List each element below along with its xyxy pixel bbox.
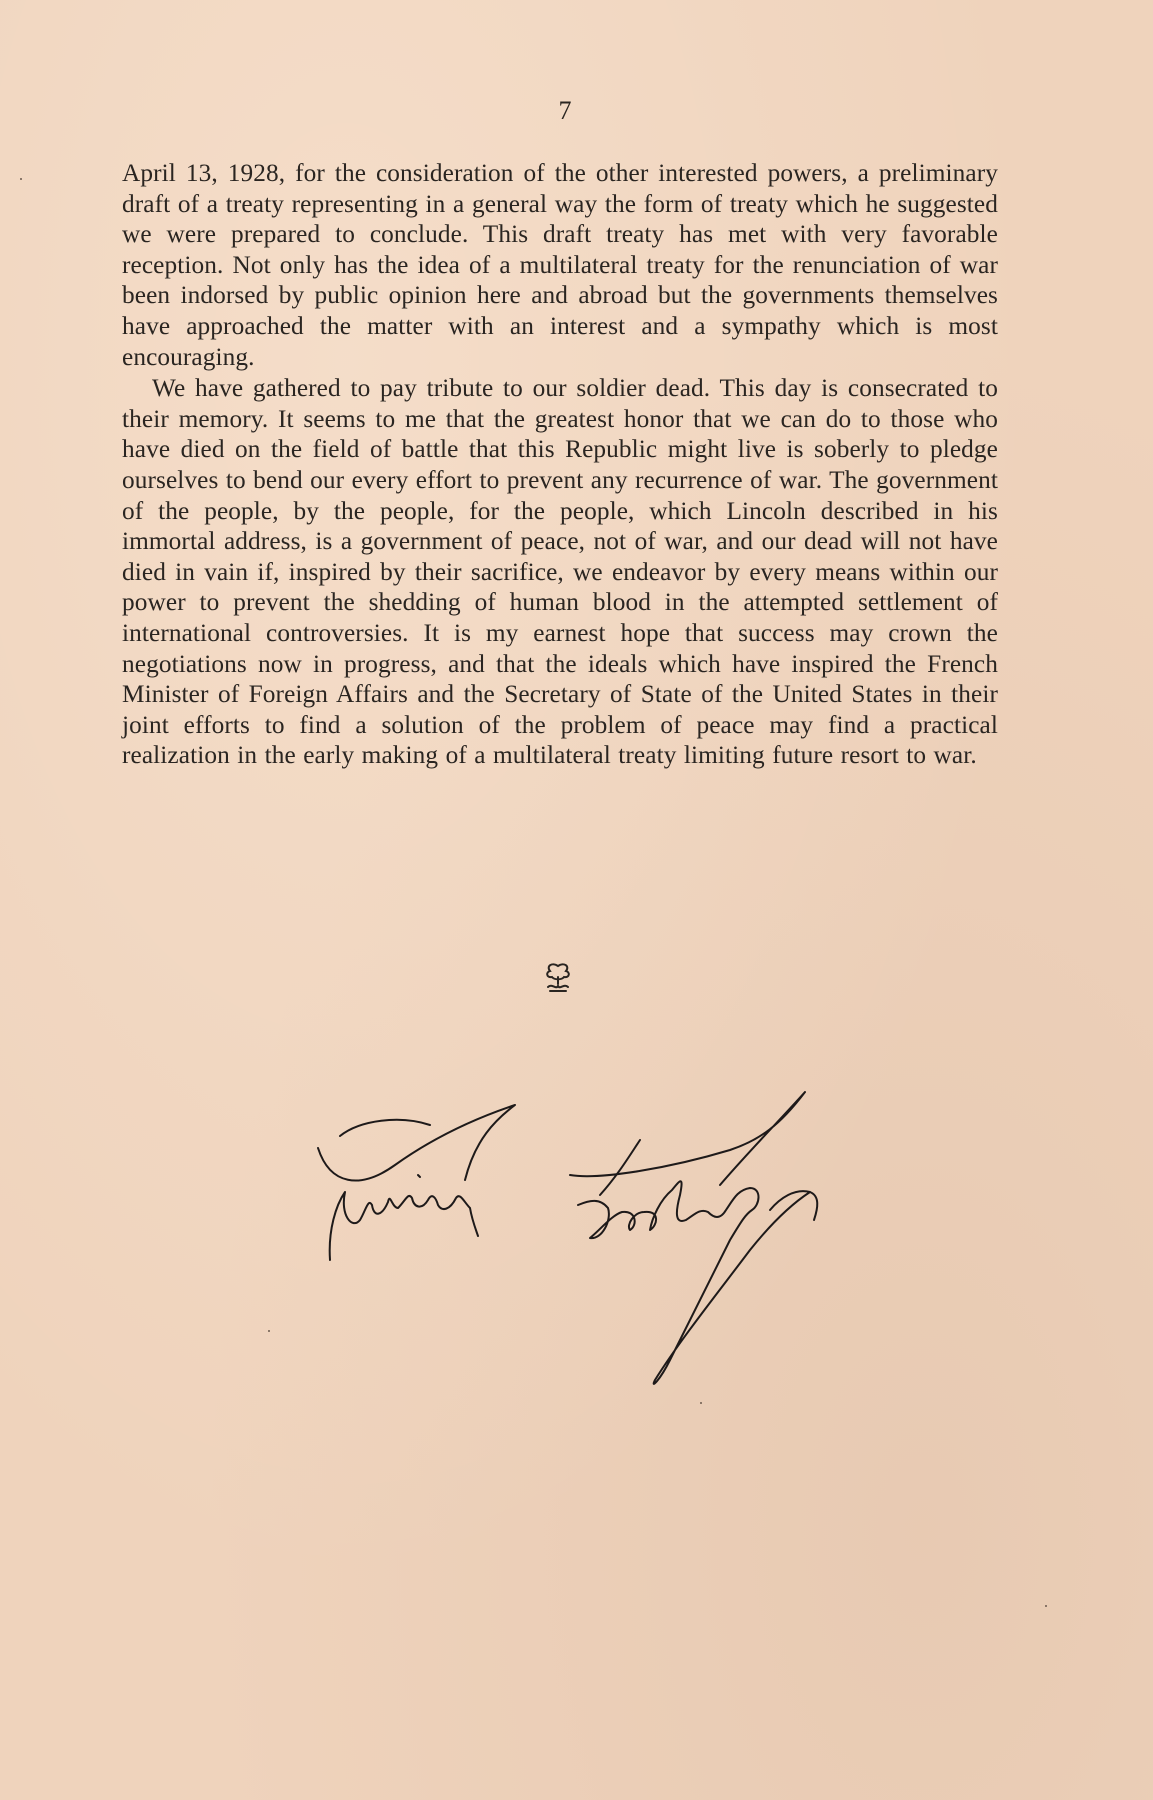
paragraph-1: April 13, 1928, for the consideration of the other interested powers, a preliminary draft of a treaty representing in a general way the form of treaty which he suggested we were prepared to conclude. This draft treaty has met with very favorable reception. Not only has the idea of a multilateral treaty for the renunciation of war been indorsed by public opinion here and abroad but the governments themselves have approached the matter with an interest and a sympathy which is most encouraging. [122,159,998,371]
signature [300,1080,1000,1480]
paper-speck [700,1402,702,1404]
page-number: 7 [558,96,572,125]
paragraph-2: We have gathered to pay tribute to our soldier dead. This day is consecrated to their memory. It seems to me that the greatest honor that we can do to those who have died on the field of battle that this Republic might live is soberly to pledge ourselves to bend our every effort to prevent any recurrence of war. The government of the people, by the people, for the people, which Lincoln described in his immortal address, is a government of peace, not of war, and our dead will not have died in vain if, inspired by their sacrifice, we endeavor by every means within our power to prevent the shedding of human blood in the attempted settlement of international controversies. It is my earnest hope that success may crown the negotiations now in progress, and that the ideals which have inspired the French Minister of Foreign Affairs and the Secretary of State of the United States in their joint efforts to find a solution of the problem of peace may find a practical realization in the early making of a multilateral treaty limiting future resort to war. [122,374,998,770]
paper-speck [20,178,22,180]
paper-speck [1045,1605,1047,1607]
paper-speck [268,1330,270,1332]
printer-ornament-icon [538,960,578,996]
body-text [122,158,998,771]
